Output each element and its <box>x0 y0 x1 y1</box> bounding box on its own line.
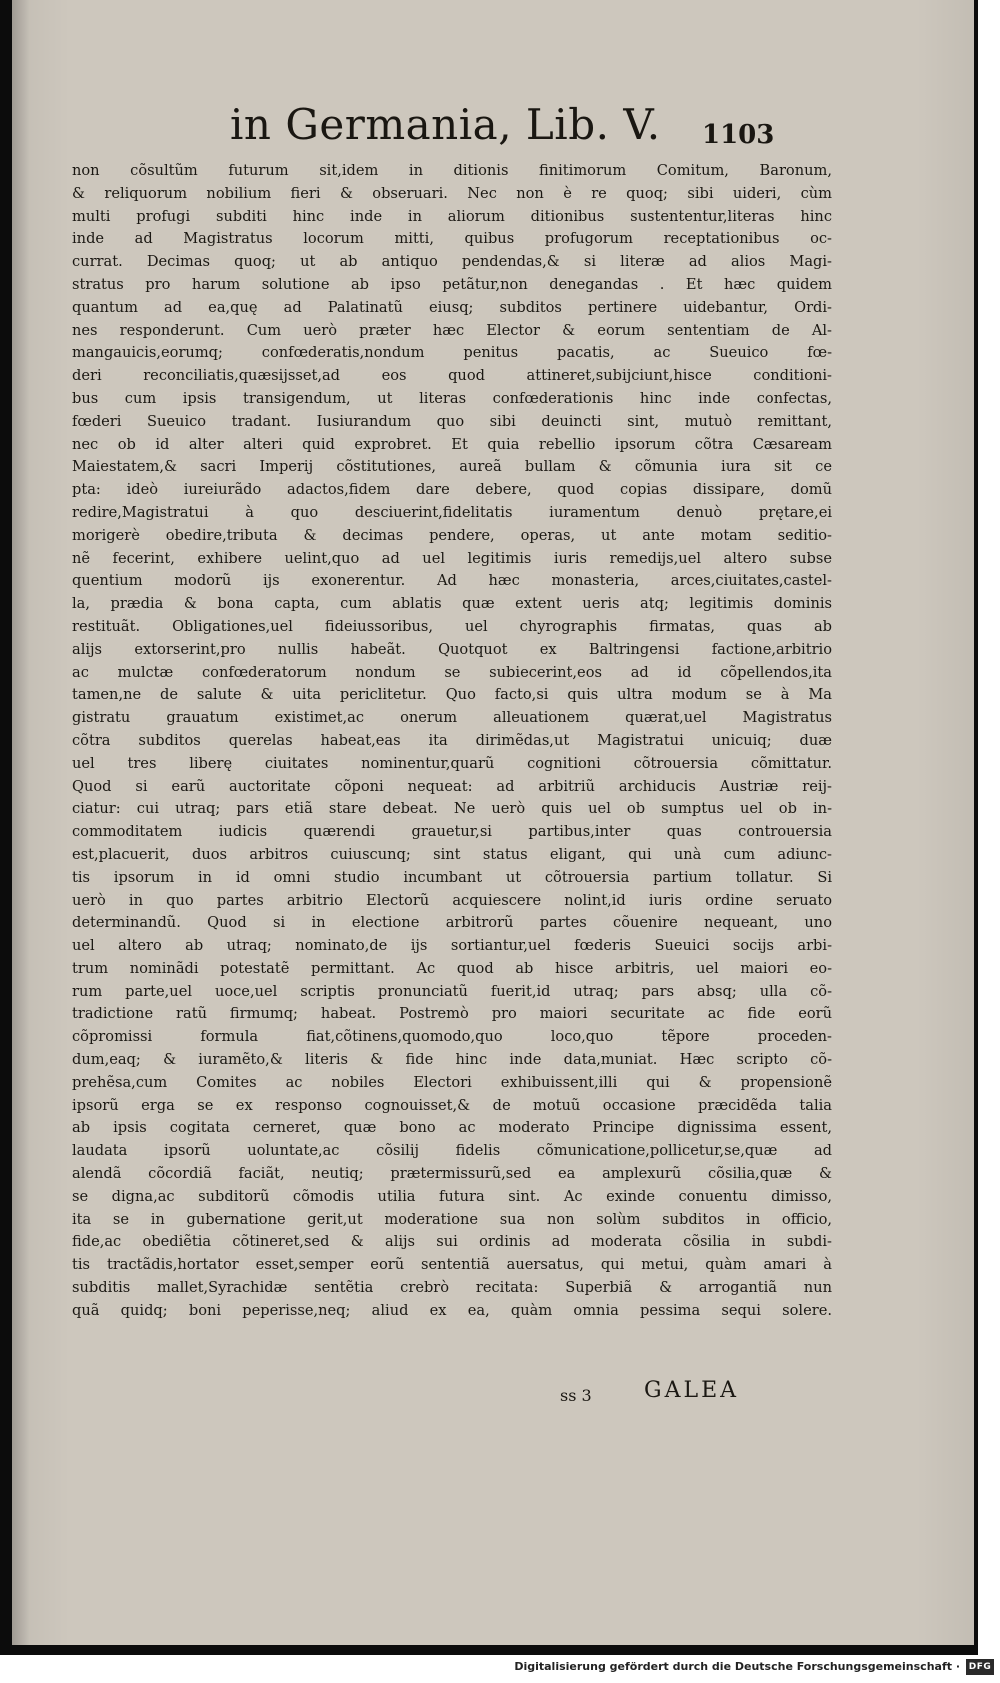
text-line: ipsorũ erga se ex responso cognouisset,& de motuũ occasione præcidẽda talia <box>72 1096 832 1114</box>
text-line: morigerè obedire,tributa & decimas pendere, operas, ut ante motam seditio- <box>72 526 832 544</box>
text-line: tis tractãdis,hortator esset,semper eorũ sententiã auersatus, qui metui, quàm amari à <box>72 1256 832 1274</box>
running-head: in Germania, Lib. V. <box>230 100 661 149</box>
text-line: tis ipsorum in id omni studio incumbant ut cõtrouersia partium tollatur. Si <box>72 868 832 886</box>
text-line: ab ipsis cogitata cerneret, quæ bono ac moderato Principe dignissima essent, <box>72 1119 832 1137</box>
text-line: commoditatem iudicis quærendi grauetur,si partibus,inter quas controuersia <box>72 823 832 841</box>
text-line: restituãt. Obligationes,uel fideiussoribus, uel chyrographis firmatas, quas ab <box>72 617 832 635</box>
text-line: Maiestatem,& sacri Imperij cõstitutiones, aureã bullam & cõmunia iura sit ce <box>72 458 832 476</box>
text-line: la, prædia & bona capta, cum ablatis quæ extent ueris atq; legitimis dominis <box>72 595 832 613</box>
page-number: 1103 <box>702 120 775 150</box>
text-line: bus cum ipsis transigendum, ut literas confœderationis hinc inde confectas, <box>72 389 832 407</box>
text-line: prehẽsa,cum Comites ac nobiles Electori exhibuissent,illi qui & propensionẽ <box>72 1073 832 1091</box>
text-line: est,placuerit, duos arbitros cuiuscunq; sint status eligant, qui unà cum adiunc- <box>72 845 832 863</box>
text-line: gistratu grauatum existimet,ac onerum alleuationem quærat,uel Magistratus <box>72 709 832 727</box>
text-line: mangauicis,eorumq; confœderatis,nondum penitus pacatis, ac Sueuico fœ- <box>72 344 832 362</box>
text-line: nec ob id alter alteri quid exprobret. Et quia rebellio ipsorum cõtra Cæsaream <box>72 435 832 453</box>
signature-mark: ss 3 <box>560 1386 592 1405</box>
text-line: uerò in quo partes arbitrio Electorũ acquiescere nolint,id iuris ordine seruato <box>72 891 832 909</box>
text-line: Quod si earũ auctoritate cõponi nequeat: ad arbitriũ archiducis Austriæ reij- <box>72 777 832 795</box>
text-line: uel tres liberę ciuitates nominentur,quarũ cognitioni cõtrouersia cõmittatur. <box>72 754 832 772</box>
text-line: laudata ipsorũ uoluntate,ac cõsilij fidelis cõmunicatione,pollicetur,se,quæ ad <box>72 1142 832 1160</box>
text-line: ciatur: cui utraq; pars etiã stare debeat. Ne uerò quis uel ob sumptus uel ob in- <box>72 800 832 818</box>
text-line: pta: ideò iureiurãdo adactos,fidem dare debere, quod copias dissipare, domũ <box>72 481 832 499</box>
text-line: uel altero ab utraq; nominato,de ijs sortiantur,uel fœderis Sueuici socijs arbi- <box>72 937 832 955</box>
text-line: quã quidq; boni peperisse,neq; aliud ex ea, quàm omnia pessima sequi solere. <box>72 1301 832 1319</box>
digitization-credit: Digitalisierung gefördert durch die Deutsche Forschungsgemeinschaft · <box>514 1660 960 1673</box>
text-line: alijs extorserint,pro nullis habeãt. Quotquot ex Baltringensi factione,arbitrio <box>72 640 832 658</box>
text-line: alendã cõcordiã faciãt, neutiq; prætermissurũ,sed ea amplexurũ cõsilia,quæ & <box>72 1165 832 1183</box>
text-line: trum nominãdi potestatẽ permittant. Ac quod ab hisce arbitris, uel maiori eo- <box>72 959 832 977</box>
text-line: multi profugi subditi hinc inde in aliorum ditionibus sustententur,literas hinc <box>72 207 832 225</box>
text-line: tradictione ratũ firmumq; habeat. Postremò pro maiori securitate ac fide eorũ <box>72 1005 832 1023</box>
footer-bar <box>0 1655 1000 1683</box>
book-page <box>12 0 974 1645</box>
text-line: rum parte,uel uoce,uel scriptis pronunciatũ fuerit,id utraq; pars absq; ulla cõ- <box>72 982 832 1000</box>
text-line: stratus pro harum solutione ab ipso petãtur,non denegandas . Et hæc quidem <box>72 275 832 293</box>
text-line: redire,Magistratui à quo desciuerint,fidelitatis iuramentum denuò prętare,ei <box>72 503 832 521</box>
dfg-logo: DFG <box>966 1659 994 1675</box>
text-line: dum,eaq; & iuramẽto,& literis & fide hinc inde data,muniat. Hæc scripto cõ- <box>72 1051 832 1069</box>
text-line: quentium modorũ ijs exonerentur. Ad hæc monasteria, arces,ciuitates,castel- <box>72 572 832 590</box>
text-line: subditis mallet,Syrachidæ sentẽtia crebrò recitata: Superbiã & arrogantiã nun <box>72 1279 832 1297</box>
text-line: currat. Decimas quoq; ut ab antiquo pendendas,& si literæ ad alios Magi- <box>72 253 832 271</box>
page-gutter-shadow <box>12 0 30 1645</box>
text-line: inde ad Magistratus locorum mitti, quibus profugorum receptationibus oc- <box>72 230 832 248</box>
text-line: ac mulctæ confœderatorum nondum se subiecerint,eos ad id cõpellendos,ita <box>72 663 832 681</box>
text-line: non cõsultũm futurum sit,idem in ditionis finitimorum Comitum, Baronum, <box>72 162 832 179</box>
text-line: fide,ac obediẽtia cõtineret,sed & alijs sui ordinis ad moderata cõsilia in subdi- <box>72 1233 832 1251</box>
text-line: fœderi Sueuico tradant. Iusiurandum quo sibi deuincti sint, mutuò remittant, <box>72 412 832 430</box>
catchword: GALEA <box>644 1378 740 1403</box>
body-text <box>72 160 832 1323</box>
text-line: deri reconciliatis,quæsijsset,ad eos quod attineret,subijciunt,hisce conditioni- <box>72 367 832 385</box>
text-line: cõpromissi formula fiat,cõtinens,quomodo,quo loco,quo tẽpore proceden- <box>72 1028 832 1046</box>
text-line: se digna,ac subditorũ cõmodis utilia futura sint. Ac exinde conuentu dimisso, <box>72 1187 832 1205</box>
text-line: nes responderunt. Cum uerò præter hæc Elector & eorum sententiam de Al- <box>72 321 832 339</box>
text-line: & reliquorum nobilium fieri & obseruari. Nec non è re quoq; sibi uideri, cùm <box>72 184 832 202</box>
text-line: determinandũ. Quod si in electione arbitrorũ partes cõuenire nequeant, uno <box>72 914 832 932</box>
text-line: quantum ad ea,quę ad Palatinatũ eiusq; subditos pertinere uidebantur, Ordi- <box>72 298 832 316</box>
text-line: tamen,ne de salute & uita periclitetur. Quo facto,si quis ultra modum se à Ma <box>72 686 832 704</box>
text-line: ita se in gubernatione gerit,ut moderatione sua non solùm subditos in officio, <box>72 1210 832 1228</box>
text-line: nẽ fecerint, exhibere uelint,quo ad uel legitimis iuris remedijs,uel altero subse <box>72 549 832 567</box>
text-line: cõtra subditos querelas habeat,eas ita dirimẽdas,ut Magistratui unicuiq; duæ <box>72 731 832 749</box>
